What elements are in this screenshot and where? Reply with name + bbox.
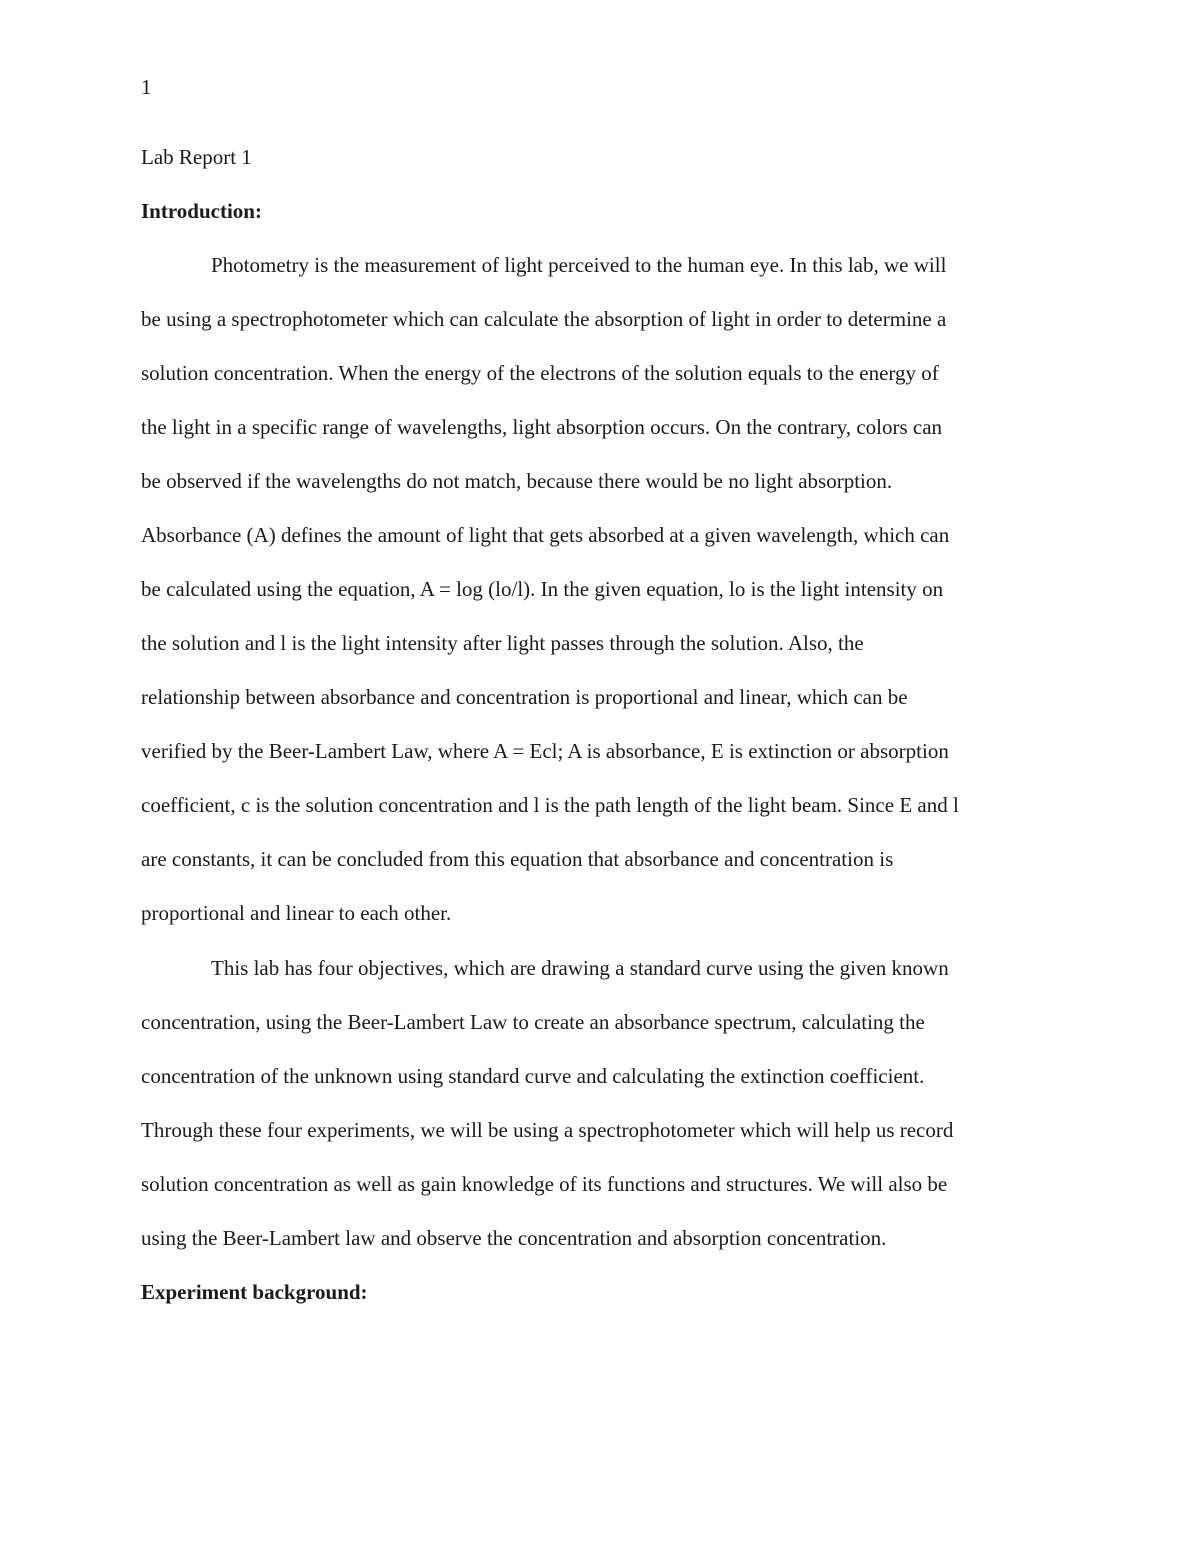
paragraph-line: be observed if the wavelengths do not match, because there would be no light absorption.	[141, 469, 893, 493]
paragraph-line: Photometry is the measurement of light perceived to the human eye. In this lab, we will	[211, 253, 947, 277]
paragraph-line: relationship between absorbance and concentration is proportional and linear, which can be	[141, 685, 908, 709]
paragraph-line: be calculated using the equation, A = log (lo/l). In the given equation, lo is the light intensity on	[141, 577, 944, 601]
paragraph-line: solution concentration as well as gain knowledge of its functions and structures. We will also be	[141, 1172, 948, 1196]
paragraph-line: the light in a specific range of wavelengths, light absorption occurs. On the contrary, colors can	[141, 415, 943, 439]
paragraph-line: proportional and linear to each other.	[141, 901, 452, 925]
paragraph-line: using the Beer-Lambert law and observe the concentration and absorption concentration.	[141, 1226, 887, 1250]
paragraph-line: are constants, it can be concluded from this equation that absorbance and concentration is	[141, 847, 894, 871]
paragraph-line: Absorbance (A) defines the amount of light that gets absorbed at a given wavelength, which can	[141, 523, 950, 547]
paragraph-line: Through these four experiments, we will be using a spectrophotometer which will help us record	[141, 1118, 954, 1142]
experiment-background-heading: Experiment background:	[141, 1280, 368, 1304]
document-title: Lab Report 1	[141, 145, 252, 169]
paragraph-line: verified by the Beer-Lambert Law, where A = Ecl; A is absorbance, E is extinction or absorption	[141, 739, 949, 763]
page-number: 1	[141, 75, 152, 99]
paragraph-line: the solution and l is the light intensity after light passes through the solution. Also, the	[141, 631, 864, 655]
introduction-heading: Introduction:	[141, 199, 262, 223]
paragraph-line: concentration of the unknown using standard curve and calculating the extinction coefficient.	[141, 1064, 925, 1088]
paragraph-line: coefficient, c is the solution concentration and l is the path length of the light beam. Since E and l	[141, 793, 959, 817]
paragraph-line: This lab has four objectives, which are drawing a standard curve using the given known	[211, 956, 949, 980]
paragraph-line: be using a spectrophotometer which can calculate the absorption of light in order to determine a	[141, 307, 947, 331]
paragraph-line: solution concentration. When the energy of the electrons of the solution equals to the energy of	[141, 361, 939, 385]
paragraph-line: concentration, using the Beer-Lambert Law to create an absorbance spectrum, calculating the	[141, 1010, 925, 1034]
